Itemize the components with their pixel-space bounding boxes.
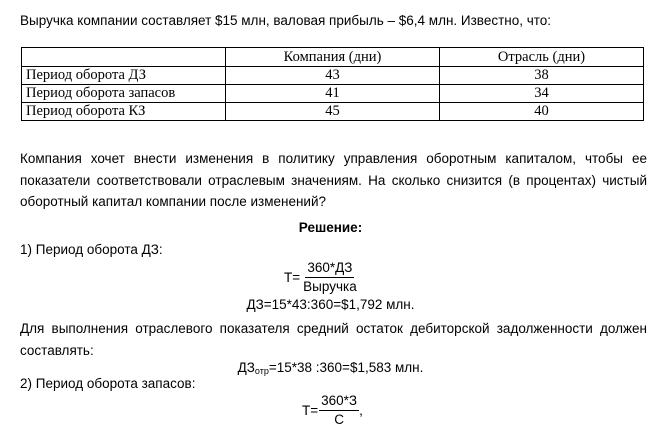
calc2-main: ДЗ <box>237 360 255 375</box>
task-paragraph: Компания хочет внести изменения в политику управления оборотным капиталом, чтобы ее показатели соответствовали отраслевым значениям. На сколько снизится (в процентах) чистый оборотный капитал компании после изменений? <box>20 151 647 209</box>
step2-title: 2) Период оборота запасов: <box>20 376 196 391</box>
table-header-cell <box>22 48 226 67</box>
formula-fraction <box>319 392 359 429</box>
step1-calculation: ДЗ=15*43:360=$1,792 млн. <box>246 297 415 312</box>
step1-note: Для выполнения отраслевого показателя средний остаток дебиторской задолженности должен составлять: <box>20 321 647 358</box>
table-cell: 43 <box>226 67 440 85</box>
table-cell: 38 <box>440 67 644 85</box>
table-header-cell: Компания (дни) <box>226 48 440 67</box>
formula-denominator: Выручка <box>303 279 357 294</box>
table-cell: 41 <box>226 85 440 103</box>
formula-numerator: 360*ДЗ <box>305 259 354 278</box>
calc2-rest: =15*38 :360=$1,583 млн. <box>268 360 424 375</box>
step1-title: 1) Период оборота ДЗ: <box>20 242 163 257</box>
table-row <box>22 85 644 103</box>
step2-formula <box>302 392 363 429</box>
table-cell: Период оборота запасов <box>22 85 226 103</box>
table-cell: 34 <box>440 85 644 103</box>
table-cell: Период оборота ДЗ <box>22 67 226 85</box>
table-header-row <box>22 48 644 67</box>
solution-heading: Решение: <box>298 220 363 235</box>
table-cell: 45 <box>226 103 440 121</box>
table-cell: Период оборота КЗ <box>22 103 226 121</box>
formula-lhs: Т= <box>302 403 319 418</box>
intro-paragraph: Выручка компании составляет $15 млн, валовая прибыль – $6,4 млн. Известно, что: <box>20 13 552 28</box>
table-row <box>22 103 644 121</box>
formula-tail: , <box>359 403 363 418</box>
formula-numerator: 360*З <box>319 392 359 411</box>
formula-denominator: С <box>334 412 344 427</box>
table-cell: 40 <box>440 103 644 121</box>
table-header-cell: Отрасль (дни) <box>440 48 644 67</box>
step1-formula <box>284 259 359 296</box>
formula-lhs: Т= <box>284 270 301 285</box>
table-row <box>22 67 644 85</box>
formula-fraction <box>301 259 359 296</box>
turnover-table <box>21 47 644 121</box>
calc2-subscript: отр <box>254 366 269 376</box>
